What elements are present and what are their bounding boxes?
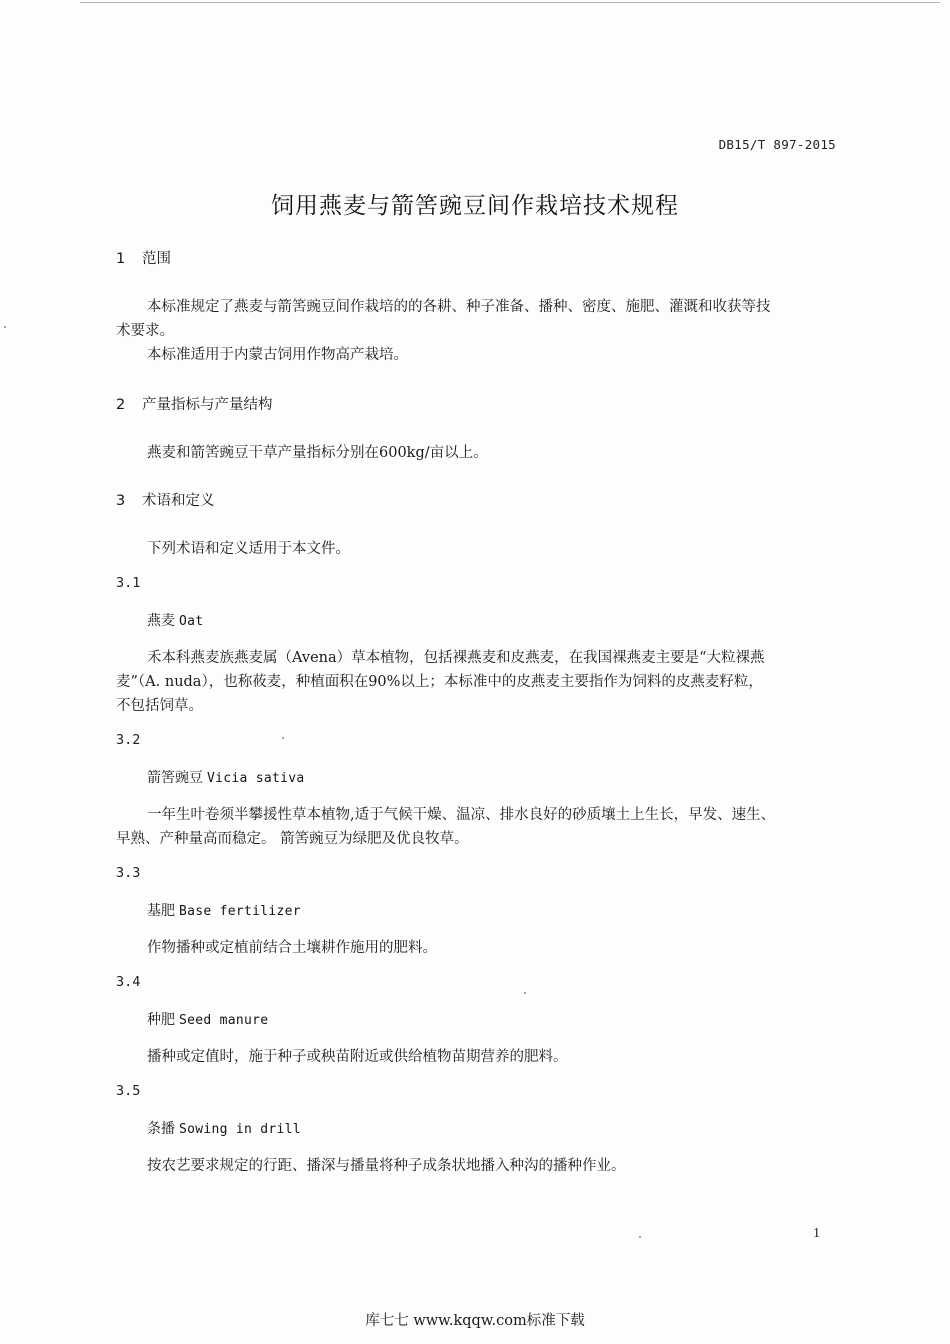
term-english: Base fertilizer xyxy=(179,904,301,919)
term-chinese: 箭筈豌豆 xyxy=(147,770,203,786)
term-english: Seed manure xyxy=(179,1013,269,1028)
term-entry xyxy=(147,610,203,630)
paragraph-line: 麦”（A. nuda），也称莜麦，种植面积在90%以上；本标准中的皮燕麦主要指作为饲料的皮燕麦籽粒， xyxy=(116,674,763,690)
paragraph-line: 下列术语和定义适用于本文件。 xyxy=(147,541,350,557)
paragraph-line: 作物播种或定植前结合土壤耕作施用的肥料。 xyxy=(147,940,437,956)
term-english: Sowing in drill xyxy=(179,1122,301,1137)
subsection-number: 3.1 xyxy=(116,575,141,591)
paragraph-line: 禾本科燕麦族燕麦属（Avena）草本植物，包括裸燕麦和皮燕麦，在我国裸燕麦主要是“大粒裸燕 xyxy=(147,650,765,666)
scan-speck xyxy=(524,992,526,994)
section-number: 3 xyxy=(116,493,126,509)
paragraph-line: 按农艺要求规定的行距、播深与播量将种子成条状地播入种沟的播种作业。 xyxy=(147,1158,626,1174)
paragraph-line: 播种或定值时，施于种子或秧苗附近或供给植物苗期营养的肥料。 xyxy=(147,1049,568,1065)
page-number: 1 xyxy=(813,1226,820,1241)
subsection-number: 3.5 xyxy=(116,1083,141,1099)
subsection-number: 3.3 xyxy=(116,865,141,881)
paragraph-line: 术要求。 xyxy=(116,323,174,339)
paragraph-line: 燕麦和箭筈豌豆干草产量指标分别在600kg/亩以上。 xyxy=(147,445,488,461)
term-entry xyxy=(147,900,301,920)
scan-speck xyxy=(282,737,284,739)
scan-speck xyxy=(4,326,6,328)
document-title: 饲用燕麦与箭筈豌豆间作栽培技术规程 xyxy=(271,193,679,219)
standard-number: DB15/T 897-2015 xyxy=(718,137,836,152)
paragraph-line: 一年生叶卷须半攀援性草本植物,适于气候干燥、温凉、排水良好的砂质壤土上生长，早发、速生、 xyxy=(147,807,776,823)
footer-watermark: 库七七 www.kqqw.com标准下载 xyxy=(365,1313,585,1329)
term-chinese: 燕麦 xyxy=(147,613,175,629)
paragraph-line: 早熟、产种量高而稳定。 箭筈豌豆为绿肥及优良牧草。 xyxy=(116,831,469,847)
term-chinese: 种肥 xyxy=(147,1012,175,1028)
paragraph-line: 不包括饲草。 xyxy=(116,698,203,714)
section-heading xyxy=(116,247,171,268)
top-rule xyxy=(80,2,940,3)
section-number: 2 xyxy=(116,397,126,413)
paragraph-line: 本标准适用于内蒙古饲用作物高产栽培。 xyxy=(147,347,408,363)
term-chinese: 条播 xyxy=(147,1121,175,1137)
term-entry xyxy=(147,767,305,787)
section-number: 1 xyxy=(116,251,126,267)
term-entry xyxy=(147,1118,301,1138)
section-heading xyxy=(116,489,215,510)
term-english: Oat xyxy=(179,614,204,629)
subsection-number: 3.4 xyxy=(116,974,141,990)
section-title: 术语和定义 xyxy=(142,493,215,509)
scan-speck xyxy=(639,1236,641,1238)
section-title: 产量指标与产量结构 xyxy=(142,397,273,413)
section-title: 范围 xyxy=(142,251,171,267)
term-entry xyxy=(147,1009,268,1029)
subsection-number: 3.2 xyxy=(116,732,141,748)
paragraph-line: 本标准规定了燕麦与箭筈豌豆间作栽培的的各耕、种子准备、播种、密度、施肥、灌溉和收获等技 xyxy=(147,299,771,315)
section-heading xyxy=(116,393,273,414)
term-english: Vicia sativa xyxy=(207,771,305,786)
term-chinese: 基肥 xyxy=(147,903,175,919)
